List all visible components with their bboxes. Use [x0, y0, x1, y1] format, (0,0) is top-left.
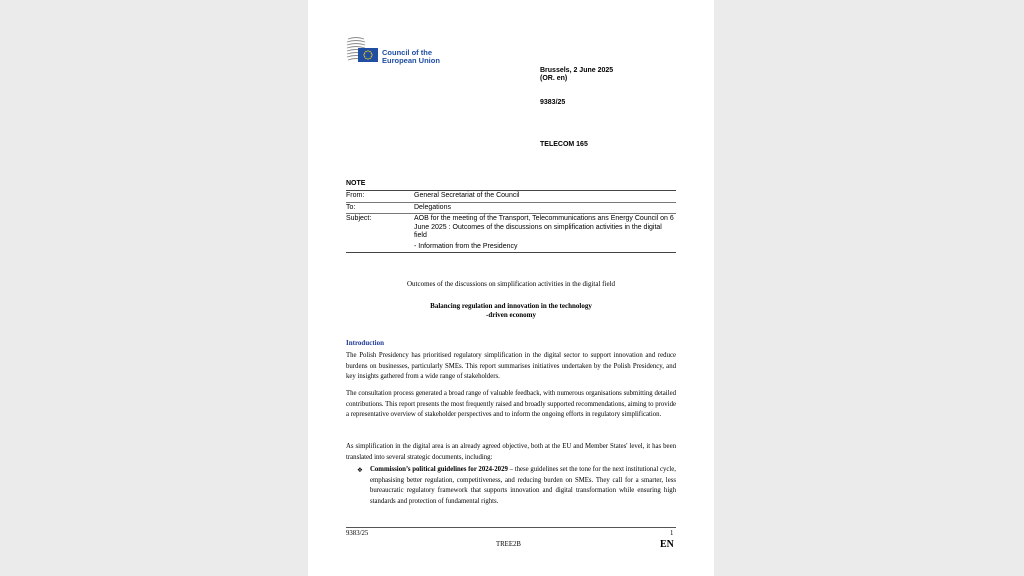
logo-line-2: European Union	[382, 55, 440, 65]
council-logo-text	[382, 49, 440, 64]
note-subject-value: AOB for the meeting of the Transport, Telecommunications ans Energy Council on 6 June 2025 : Outcomes of the discussions on simplification activities in the digital field	[414, 215, 674, 239]
logo-line-1: Council of the	[382, 48, 432, 57]
paragraph-1: The Polish Presidency has prioritised regulatory simplification in the digital sector to support innovation and reduce burdens on businesses, particularly SMEs. This report summarises initiatives undertaken by the Polish Presidency, and key insights gathered from a wide range of stakeholders.	[346, 352, 676, 381]
bullet-bold: Commission’s political guidelines for 2024-2029	[370, 466, 508, 473]
bullet-text	[360, 465, 676, 507]
note-row-from	[346, 191, 676, 202]
note-label: Subject:	[346, 215, 372, 222]
bullet-item	[357, 465, 676, 507]
footer-language: EN	[660, 539, 674, 550]
note-row-to	[346, 202, 676, 214]
note-label: From:	[346, 192, 365, 199]
note-title: NOTE	[346, 180, 366, 187]
note-subject-extra: - Information from the Presidency	[414, 242, 518, 250]
eu-flag-icon	[358, 48, 378, 62]
footer-divider	[346, 527, 676, 528]
doc-code: TELECOM 165	[540, 141, 588, 148]
place-date: Brussels, 2 June 2025	[540, 67, 614, 74]
note-row-subject	[346, 213, 676, 252]
place-date-block	[540, 67, 613, 83]
note-value: Delegations	[414, 203, 451, 211]
note-subject-cell	[414, 215, 676, 251]
note-value: General Secretariat of the Council	[414, 192, 520, 199]
heading-line-2: -driven economy	[486, 311, 536, 319]
document-heading	[346, 302, 676, 320]
footer-service: TREE2B	[496, 541, 521, 548]
heading-line-1: Balancing regulation and innovation in the technology	[430, 302, 592, 310]
document-page	[308, 0, 714, 576]
footer-page-number: 1	[670, 530, 674, 537]
footer-doc-number: 9383/25	[346, 530, 369, 537]
bullet-body: – these guidelines set the tone for the next institutional cycle, emphasising better regulation, competitiveness, and reducing burden on SMEs. They call for a smarter, less bureaucratic regulatory framework that supports innovation and digital transformation while ensuring high standards and protection of fundamental rights.	[370, 466, 676, 505]
document-subtitle: Outcomes of the discussions on simplification activities in the digital field	[406, 280, 616, 288]
original-language: (OR. en)	[540, 75, 568, 82]
paragraph-2: The consultation process generated a broad range of valuable feedback, with numerous organisations submitting detailed contributions. This report presents the most frequently raised and broadly supported recommendations, aiming to provide a representative overview of stakeholder perspectives and to inform the ongoing efforts in regulatory simplification.	[346, 390, 676, 419]
introduction-heading: Introduction	[346, 339, 384, 347]
note-label: To:	[346, 203, 356, 211]
doc-number: 9383/25	[540, 99, 566, 106]
diamond-bullet-icon: ❖	[357, 466, 363, 474]
paragraph-3: As simplification in the digital area is an already agreed objective, both at the EU and Member States' level, it has been translated into several strategic documents, including:	[346, 443, 676, 461]
note-table	[346, 190, 676, 253]
